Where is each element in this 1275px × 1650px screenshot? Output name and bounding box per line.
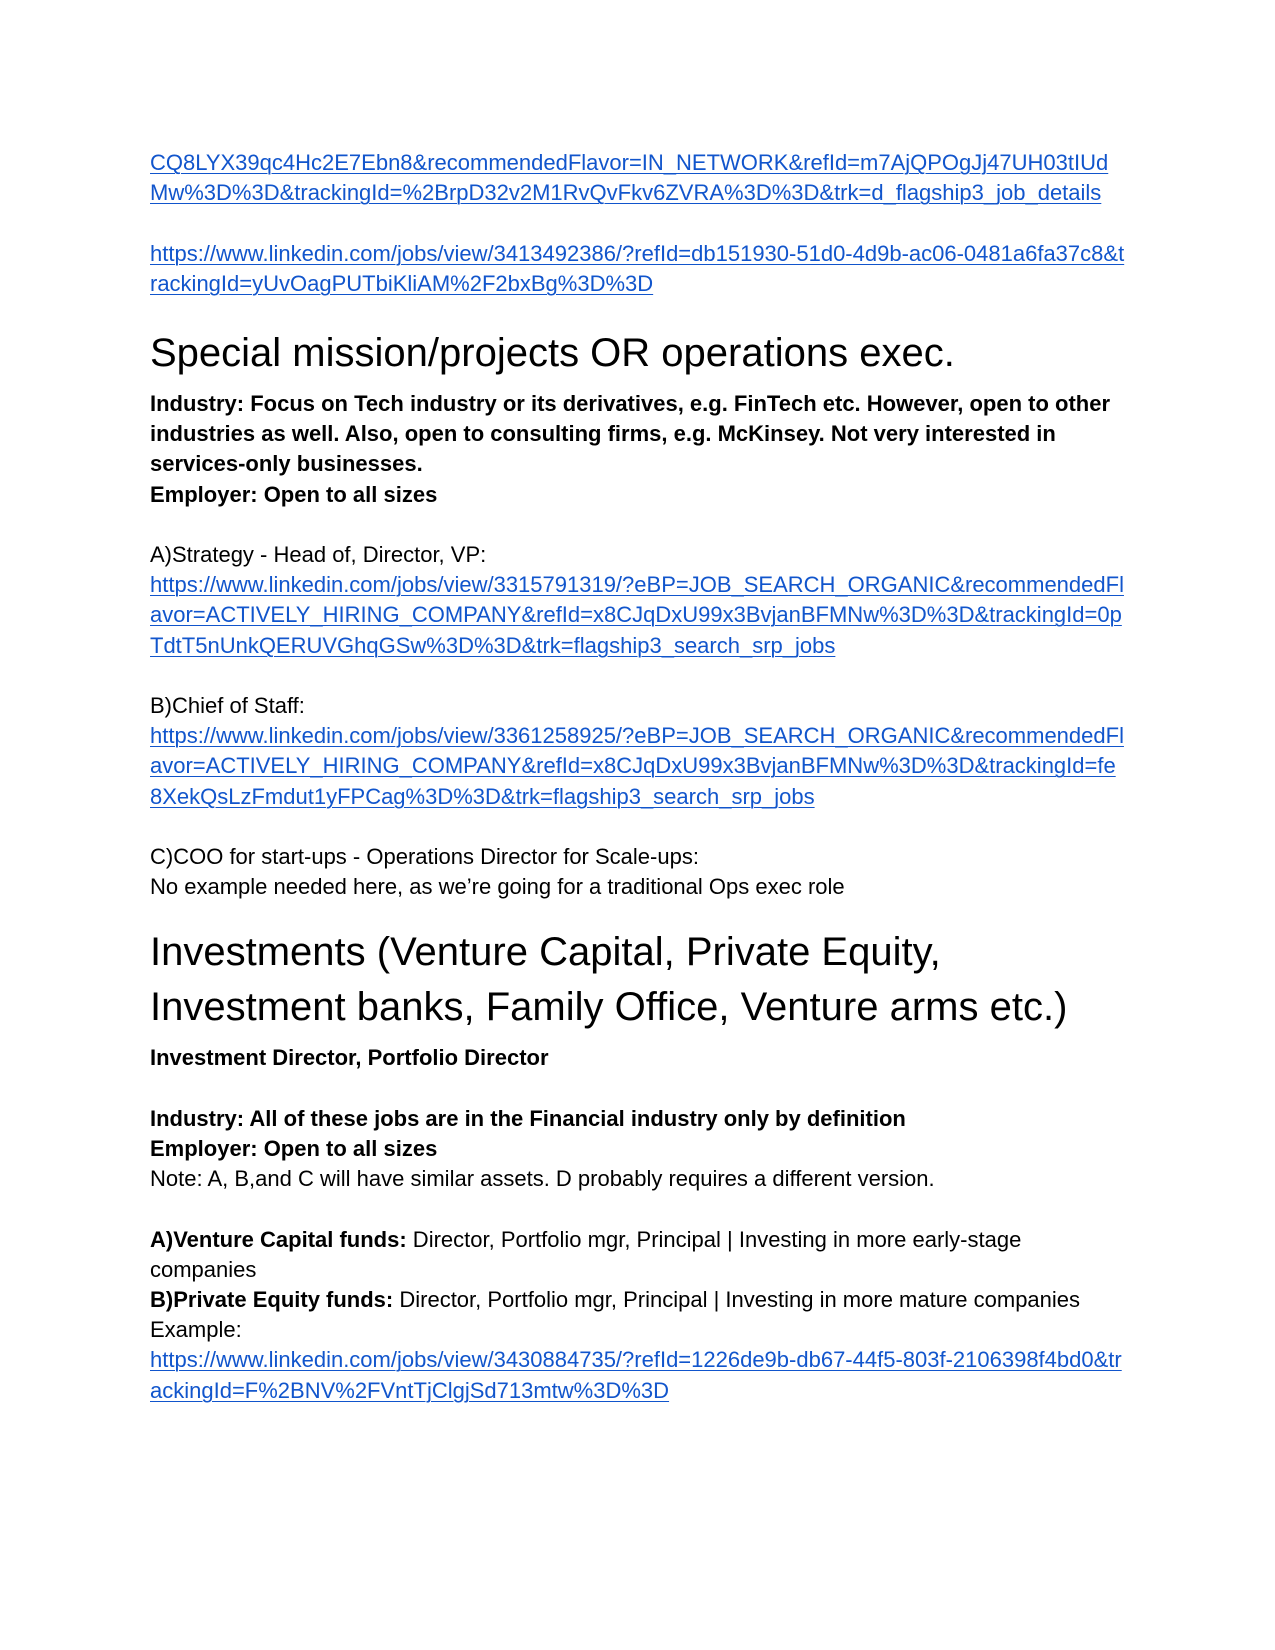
section2-b-label: B)Private Equity funds: xyxy=(150,1287,394,1312)
job-link-top-2[interactable]: https://www.linkedin.com/jobs/view/3413492386/?refId=db151930-51d0-4d9b-ac06-0481a6fa37c8&trackingId=yUvOagPUTbiKliAM%2F2bxBg%3D%3D xyxy=(150,240,1125,296)
section2-b-text: Director, Portfolio mgr, Principal | Investing in more mature companies xyxy=(393,1287,1081,1312)
section2-roles: Investment Director, Portfolio Director xyxy=(150,1045,549,1071)
section2-example-label: Example: xyxy=(150,1317,242,1343)
section1-a-label: A)Strategy - Head of, Director, VP: xyxy=(150,542,487,567)
spacer xyxy=(150,1194,1125,1224)
job-link-top-continuation[interactable]: CQ8LYX39qc4Hc2E7Ebn8&recommendedFlavor=IN_NETWORK&refId=m7AjQPOgJj47UH03tIUdMw%3D%3D&trackingId=%2BrpD32v2M1RvQvFkv6ZVRA%3D%3D&trk=d_flagship3_job_details xyxy=(150,150,1109,206)
section1-employer: Employer: Open to all sizes xyxy=(150,481,438,507)
section2-b-item xyxy=(150,1285,1125,1315)
section2-a-text: Director, Portfolio mgr, Principal | Investing in more early-stage companies xyxy=(150,1226,1022,1282)
spacer xyxy=(150,812,1125,842)
section1-c-label: C)COO for start-ups - Operations Director for Scale-ups: xyxy=(150,844,699,869)
section1-b-link[interactable]: https://www.linkedin.com/jobs/view/3361258925/?eBP=JOB_SEARCH_ORGANIC&recommendedFlavor=ACTIVELY_HIRING_COMPANY&refId=x8CJqDxU99x3BvjanBFMNw%3D%3D&trackingId=fe8XekQsLzFmdut1yFPCag%3D%3D&trk=flagship3_search_srp_jobs xyxy=(150,723,1124,809)
section1-a-link[interactable]: https://www.linkedin.com/jobs/view/3315791319/?eBP=JOB_SEARCH_ORGANIC&recommendedFlavor=ACTIVELY_HIRING_COMPANY&refId=x8CJqDxU99x3BvjanBFMNw%3D%3D&trackingId=0pTdtT5nUnkQERUVGhqGSw%3D%3D&trk=flagship3_search_srp_jobs xyxy=(150,572,1124,658)
section-heading-special-mission: Special mission/projects OR operations exec. xyxy=(150,331,955,375)
section2-industry: Industry: All of these jobs are in the Financial industry only by definition xyxy=(150,1105,906,1131)
section2-a-label: A)Venture Capital funds: xyxy=(150,1226,407,1252)
section2-employer: Employer: Open to all sizes xyxy=(150,1136,438,1161)
spacer xyxy=(150,208,1125,238)
section1-c-note: No example needed here, as we’re going for a traditional Ops exec role xyxy=(150,874,845,900)
spacer xyxy=(150,661,1125,691)
spacer xyxy=(150,510,1125,540)
section2-example-link[interactable]: https://www.linkedin.com/jobs/view/3430884735/?refId=1226de9b-db67-44f5-803f-2106398f4bd0&trackingId=F%2BNV%2FVntTjClgjSd713mtw%3D%3D xyxy=(150,1347,1122,1403)
section1-b-label: B)Chief of Staff: xyxy=(150,693,305,718)
section1-industry: Industry: Focus on Tech industry or its derivatives, e.g. FinTech etc. However, open to other industries as well. Also, open to consulting firms, e.g. McKinsey. Not very interested in services-only businesses. xyxy=(150,391,1111,477)
section2-a-item xyxy=(150,1225,1125,1285)
section-heading-investments: Investments (Venture Capital, Private Equity, Investment banks, Family Office, Venture arms etc.) xyxy=(150,930,1068,1030)
spacer xyxy=(150,1074,1125,1104)
section2-note: Note: A, B,and C will have similar assets. D probably requires a different version. xyxy=(150,1166,935,1192)
